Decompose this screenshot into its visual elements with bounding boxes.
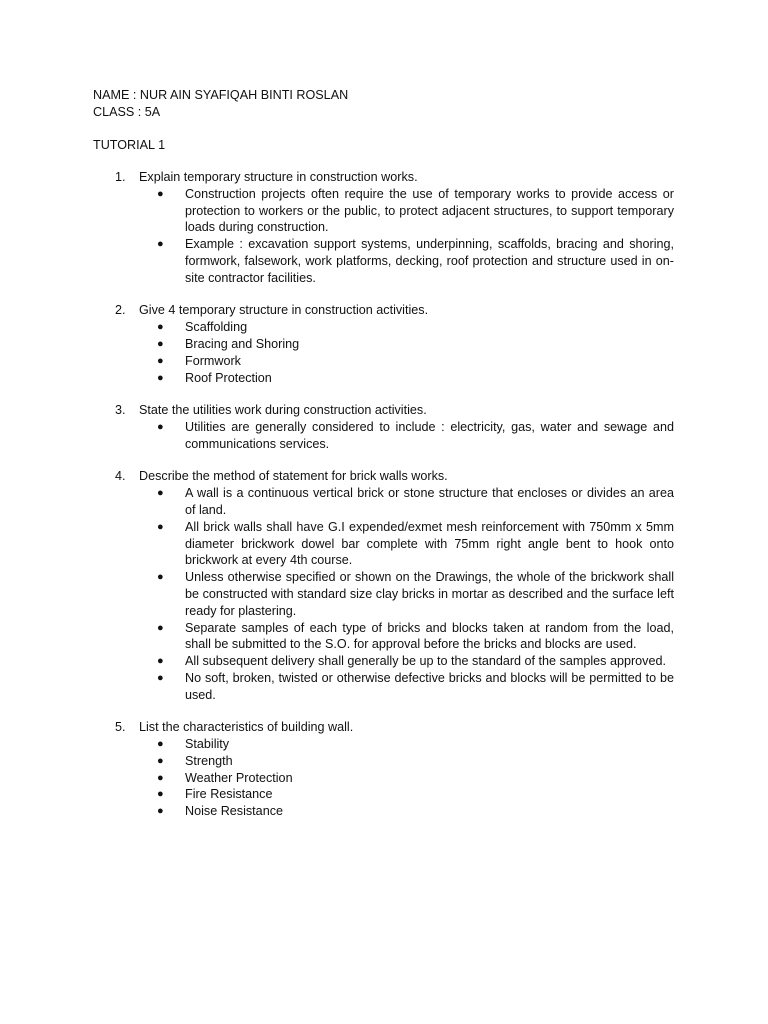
answer-bullet-text: All brick walls shall have G.I expended/exmet mesh reinforcement with 750mm x 5mm diameter brickwork dowel bar complete with 75mm right angle bent to hook onto brickwork at every 4th course.	[185, 519, 674, 568]
bullet-point-icon: ●	[157, 655, 164, 668]
answer-bullet	[157, 620, 674, 654]
question-number: 4.	[115, 469, 126, 484]
answer-bullet	[157, 186, 674, 236]
answer-bullet-list	[93, 485, 683, 703]
answer-bullet-text: Bracing and Shoring	[185, 336, 300, 351]
answer-bullet-text: Fire Resistance	[185, 787, 273, 802]
bullet-point-icon: ●	[157, 771, 164, 784]
bullet-point-icon: ●	[157, 571, 164, 584]
bullet-point-icon: ●	[157, 805, 164, 818]
answer-bullet	[157, 519, 674, 569]
answer-bullet	[157, 653, 674, 670]
bullet-point-icon: ●	[157, 671, 164, 684]
question-item	[93, 468, 683, 703]
answer-bullet	[157, 319, 674, 336]
question-item	[93, 169, 683, 287]
question-text: Explain temporary structure in construction works.	[139, 170, 418, 184]
bullet-point-icon: ●	[157, 238, 164, 251]
bullet-point-icon: ●	[157, 337, 164, 350]
question-number: 2.	[115, 303, 126, 318]
answer-bullet	[157, 370, 674, 387]
question-number: 1.	[115, 170, 126, 184]
student-name: NAME : NUR AIN SYAFIQAH BINTI ROSLAN	[93, 88, 349, 102]
document-header	[93, 87, 683, 153]
student-class: CLASS : 5A	[93, 104, 161, 119]
answer-bullet-text: Construction projects often require the use of temporary works to provide access or protection to workers or the public, to protect adjacent structures, to support temporary loads during construction.	[185, 186, 674, 235]
question-list	[93, 169, 683, 836]
answer-bullet	[157, 569, 674, 619]
bullet-point-icon: ●	[157, 420, 164, 433]
answer-bullet-text: Stability	[185, 737, 230, 752]
question-item	[93, 402, 683, 452]
answer-bullet-text: A wall is a continuous vertical brick or stone structure that encloses or divides an area of land.	[185, 486, 674, 517]
bullet-point-icon: ●	[157, 754, 164, 767]
bullet-point-icon: ●	[157, 520, 164, 533]
answer-bullet-text: Roof Protection	[185, 370, 272, 385]
bullet-point-icon: ●	[157, 354, 164, 367]
bullet-point-icon: ●	[157, 371, 164, 384]
bullet-point-icon: ●	[157, 738, 164, 751]
answer-bullet	[157, 803, 674, 820]
answer-bullet-text: Example : excavation support systems, underpinning, scaffolds, bracing and shoring, formwork, falsework, work platforms, decking, roof protection and structure used in on-site contractor facilities.	[185, 237, 674, 285]
answer-bullet	[157, 786, 674, 803]
question-item	[93, 302, 683, 386]
answer-bullet	[157, 485, 674, 519]
question-item	[93, 719, 683, 820]
bullet-point-icon: ●	[157, 621, 164, 634]
answer-bullet-list	[93, 419, 683, 453]
answer-bullet	[157, 236, 674, 286]
answer-bullet	[157, 670, 674, 704]
question-number: 3.	[115, 403, 126, 418]
answer-bullet-list	[93, 186, 683, 287]
answer-bullet-text: Strength	[185, 753, 233, 768]
answer-bullet-text: No soft, broken, twisted or otherwise defective bricks and blocks will be permitted to be used.	[185, 670, 674, 702]
answer-bullet-list	[93, 319, 683, 386]
answer-bullet-text: Noise Resistance	[185, 804, 283, 819]
answer-bullet	[157, 336, 674, 353]
answer-bullet-text: Scaffolding	[185, 320, 248, 335]
tutorial-title: TUTORIAL 1	[93, 137, 166, 152]
question-text: Give 4 temporary structure in construction activities.	[139, 303, 429, 318]
question-text: State the utilities work during construction activities.	[139, 403, 427, 418]
answer-bullet-text: Formwork	[185, 353, 241, 368]
question-text: Describe the method of statement for brick walls works.	[139, 469, 448, 484]
answer-bullet	[157, 753, 674, 770]
answer-bullet-text: Weather Protection	[185, 770, 293, 785]
answer-bullet	[157, 353, 674, 370]
answer-bullet-text: All subsequent delivery shall generally be up to the standard of the samples approved.	[185, 654, 666, 669]
bullet-point-icon: ●	[157, 321, 164, 334]
answer-bullet	[157, 770, 674, 787]
answer-bullet	[157, 736, 674, 753]
answer-bullet	[157, 419, 674, 453]
answer-bullet-text: Separate samples of each type of bricks and blocks taken at random from the load, shall be submitted to the S.O. for approval before the bricks and blocks are used.	[185, 620, 674, 652]
question-text: List the characteristics of building wall.	[139, 720, 354, 735]
answer-bullet-text: Unless otherwise specified or shown on the Drawings, the whole of the brickwork shall be constructed with standard size clay bricks in mortar as described and the surface left ready for plastering.	[185, 570, 674, 618]
bullet-point-icon: ●	[157, 487, 164, 500]
bullet-point-icon: ●	[157, 187, 164, 200]
question-number: 5.	[115, 720, 126, 735]
answer-bullet-list	[93, 736, 683, 820]
answer-bullet-text: Utilities are generally considered to include : electricity, gas, water and sewage and communications services.	[185, 419, 674, 451]
bullet-point-icon: ●	[157, 788, 164, 801]
